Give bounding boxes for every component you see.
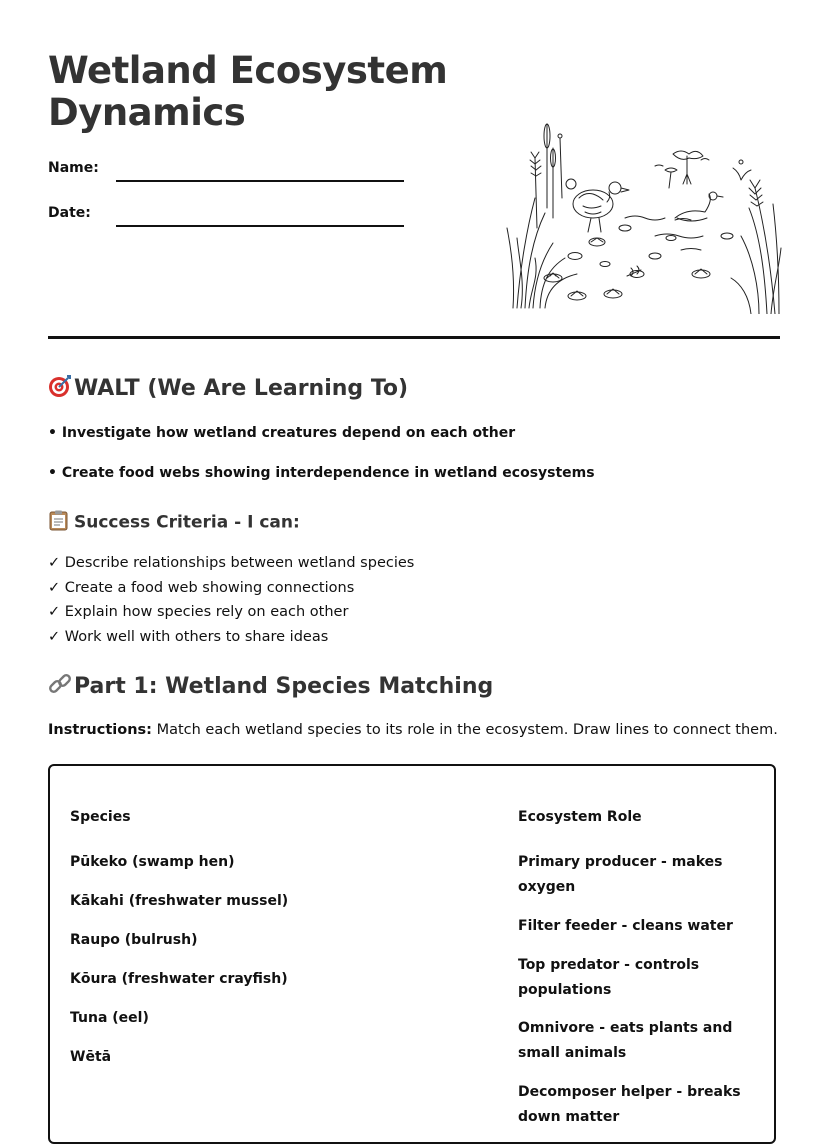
instructions (48, 722, 778, 738)
success-criteria-heading (48, 509, 300, 536)
wetland-illustration (505, 118, 783, 314)
walt-item: • Investigate how wetland creatures depend on each other (48, 425, 516, 441)
species-item: Tuna (eel) (70, 1010, 149, 1026)
success-criteria-heading-text: Success Criteria - I can: (74, 512, 300, 533)
species-item: Kōura (freshwater crayfish) (70, 971, 288, 987)
part1-heading-text: Part 1: Wetland Species Matching (74, 674, 494, 699)
link-icon (48, 672, 74, 702)
section-divider (48, 336, 780, 339)
role-column-header: Ecosystem Role (518, 809, 642, 825)
list-item: ✓ Explain how species rely on each other (48, 604, 349, 620)
list-item: ✓ Describe relationships between wetland species (48, 555, 415, 571)
species-item: Raupo (bulrush) (70, 932, 198, 948)
role-item: Filter feeder - cleans water (518, 918, 733, 934)
species-item: Kākahi (freshwater mussel) (70, 893, 289, 909)
role-item: Decomposer helper - breaks down matter (518, 1084, 741, 1125)
clipboard-icon (48, 509, 74, 536)
name-field[interactable] (116, 180, 404, 182)
dart-target-icon (48, 374, 74, 404)
walt-heading-text: WALT (We Are Learning To) (74, 376, 409, 401)
matching-box (48, 764, 776, 1144)
walt-item: • Create food webs showing interdependence in wetland ecosystems (48, 465, 595, 481)
page-title: Wetland Ecosystem Dynamics (48, 49, 448, 134)
role-item: Omnivore - eats plants and small animals (518, 1020, 733, 1061)
date-field[interactable] (116, 225, 404, 227)
species-item: Wētā (70, 1049, 112, 1065)
name-label: Name: (48, 160, 99, 176)
success-criteria-list (48, 551, 414, 649)
instructions-label: Instructions: (48, 722, 152, 738)
list-item: ✓ Create a food web showing connections (48, 579, 355, 596)
instructions-text: Match each wetland species to its role in the ecosystem. Draw lines to connect them. (151, 722, 778, 738)
species-column-header: Species (70, 809, 131, 825)
date-label: Date: (48, 205, 91, 221)
part1-heading (48, 672, 493, 702)
role-item: Top predator - controls populations (518, 957, 700, 998)
role-item: Primary producer - makes oxygen (518, 854, 723, 895)
species-item: Pūkeko (swamp hen) (70, 854, 235, 870)
walt-heading (48, 374, 408, 404)
list-item: ✓ Work well with others to share ideas (48, 628, 329, 645)
